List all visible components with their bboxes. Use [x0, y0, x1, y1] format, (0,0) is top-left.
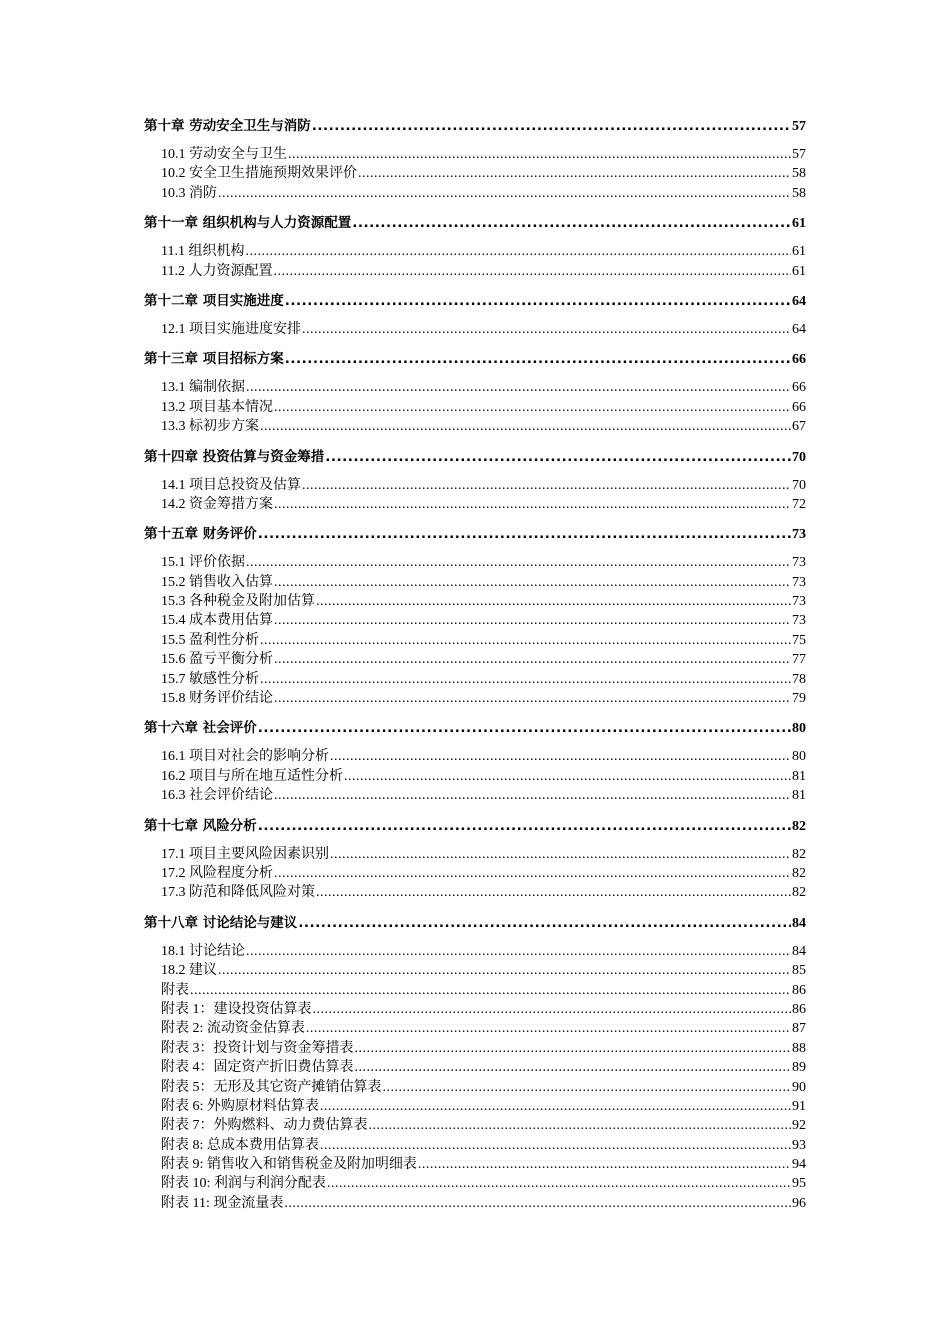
toc-section-entry[interactable]: [144, 1019, 806, 1038]
toc-entry-title: 第十七章 风险分析: [144, 817, 257, 834]
dot-leader: [312, 116, 791, 136]
toc-entry-page-number: 81: [792, 788, 806, 804]
toc-section-entry[interactable]: [144, 1155, 806, 1174]
toc-section-entry[interactable]: [144, 417, 806, 436]
toc-entry-page-number: 84: [792, 915, 806, 931]
toc-entry-page-number: 58: [792, 166, 806, 182]
toc-section-entry[interactable]: [144, 767, 806, 786]
toc-chapter-entry[interactable]: [144, 349, 806, 369]
toc-entry-title: 11.2 人力资源配置: [161, 263, 273, 279]
toc-entry-title: 17.1 项目主要风险因素识别: [161, 846, 329, 862]
toc-section-entry[interactable]: [144, 1097, 806, 1116]
toc-section-entry[interactable]: [144, 1194, 806, 1213]
toc-entry-page-number: 72: [792, 496, 806, 512]
dot-leader: [218, 184, 791, 203]
toc-entry-title: 13.2 项目基本情况: [161, 399, 273, 415]
dot-leader: [260, 417, 791, 436]
toc-section-entry[interactable]: [144, 1174, 806, 1193]
toc-chapter-entry[interactable]: [144, 291, 806, 311]
toc-entry-title: 14.2 资金筹措方案: [161, 496, 273, 512]
toc-entry-page-number: 82: [792, 885, 806, 901]
toc-entry-page-number: 86: [792, 982, 806, 998]
toc-entry-title: 15.5 盈利性分析: [161, 632, 259, 648]
dot-leader: [320, 1136, 791, 1155]
toc-entry-title: 16.2 项目与所在地互适性分析: [161, 768, 343, 784]
dot-leader: [313, 1000, 792, 1019]
toc-entry-title: 附表 4：固定资产折旧费估算表: [161, 1060, 354, 1076]
toc-section-entry[interactable]: [144, 961, 806, 980]
toc-entry-title: 15.4 成本费用估算: [161, 613, 273, 629]
toc-entry-page-number: 88: [792, 1040, 806, 1056]
toc-section-entry[interactable]: [144, 864, 806, 883]
toc-section-entry[interactable]: [144, 320, 806, 339]
toc-entry-page-number: 89: [792, 1060, 806, 1076]
toc-entry-page-number: 75: [792, 632, 806, 648]
toc-entry-page-number: 64: [792, 293, 806, 309]
toc-entry-page-number: 93: [792, 1137, 806, 1153]
toc-entry-page-number: 91: [792, 1098, 806, 1114]
toc-entry-page-number: 80: [792, 721, 806, 737]
toc-entry-title: 第十三章 项目招标方案: [144, 351, 284, 368]
toc-section-entry[interactable]: [144, 495, 806, 514]
toc-entry-title: 第十八章 讨论结论与建议: [144, 914, 298, 931]
toc-entry-title: 第十四章 投资估算与资金筹措: [144, 448, 325, 465]
toc-entry-page-number: 80: [792, 749, 806, 765]
toc-section-entry[interactable]: [144, 184, 806, 203]
toc-section-entry[interactable]: [144, 670, 806, 689]
toc-section-entry[interactable]: [144, 145, 806, 164]
toc-entry-title: 18.2 建议: [161, 963, 217, 979]
toc-entry-title: 11.1 组织机构: [161, 244, 245, 260]
dot-leader: [273, 262, 791, 281]
toc-entry-page-number: 96: [792, 1195, 806, 1211]
toc-chapter-entry[interactable]: [144, 447, 806, 467]
toc-chapter-entry[interactable]: [144, 213, 806, 233]
dot-leader: [288, 145, 791, 164]
toc-entry-title: 16.1 项目对社会的影响分析: [161, 749, 329, 765]
dot-leader: [274, 398, 791, 417]
toc-section-entry[interactable]: [144, 747, 806, 766]
dot-leader: [258, 524, 791, 544]
toc-section-entry[interactable]: [144, 164, 806, 183]
dot-leader: [302, 320, 791, 339]
toc-entry-page-number: 82: [792, 818, 806, 834]
toc-section-entry[interactable]: [144, 689, 806, 708]
toc-section-entry[interactable]: [144, 1116, 806, 1135]
toc-section-entry[interactable]: [144, 1058, 806, 1077]
toc-section-entry[interactable]: [144, 942, 806, 961]
toc-entry-title: 15.3 各种税金及附加估算: [161, 594, 315, 610]
toc-entry-page-number: 78: [792, 671, 806, 687]
dot-leader: [418, 1155, 791, 1174]
toc-section-entry[interactable]: [144, 476, 806, 495]
toc-section-entry[interactable]: [144, 883, 806, 902]
toc-entry-title: 附表 3：投资计划与资金筹措表: [161, 1040, 354, 1056]
toc-entry-page-number: 82: [792, 846, 806, 862]
toc-chapter-entry[interactable]: [144, 524, 806, 544]
toc-entry-title: 附表: [161, 982, 189, 998]
dot-leader: [274, 611, 791, 630]
toc-entry-title: 附表 9: 销售收入和销售税金及附加明细表: [161, 1157, 417, 1173]
dot-leader: [274, 786, 791, 805]
toc-entry-page-number: 82: [792, 865, 806, 881]
toc-entry-title: 15.7 敏感性分析: [161, 671, 259, 687]
toc-entry-page-number: 66: [792, 352, 806, 368]
toc-section-entry[interactable]: [144, 1000, 806, 1019]
toc-entry-page-number: 73: [792, 613, 806, 629]
toc-entry-page-number: 86: [792, 1001, 806, 1017]
toc-section-entry[interactable]: [144, 1078, 806, 1097]
toc-entry-page-number: 87: [792, 1021, 806, 1037]
dot-leader: [369, 1116, 792, 1135]
toc-entry-page-number: 61: [792, 216, 806, 232]
toc-section-entry[interactable]: [144, 786, 806, 805]
toc-entry-page-number: 73: [792, 574, 806, 590]
toc-entry-page-number: 77: [792, 652, 806, 668]
dot-leader: [274, 864, 791, 883]
toc-entry-title: 12.1 项目实施进度安排: [161, 321, 301, 337]
toc-entry-page-number: 64: [792, 321, 806, 337]
toc-entry-page-number: 92: [792, 1118, 806, 1134]
dot-leader: [358, 164, 791, 183]
toc-entry-page-number: 70: [792, 477, 806, 493]
toc-entry-page-number: 57: [792, 119, 806, 134]
toc-section-entry[interactable]: [144, 611, 806, 630]
toc-entry-title: 15.2 销售收入估算: [161, 574, 273, 590]
toc-entry-title: 第十六章 社会评价: [144, 720, 257, 737]
dot-leader: [258, 816, 791, 836]
toc-section-entry[interactable]: [144, 650, 806, 669]
toc-chapter-entry[interactable]: [144, 816, 806, 836]
toc-section-entry[interactable]: [144, 1039, 806, 1058]
dot-leader: [284, 1194, 791, 1213]
toc-entry-page-number: 61: [792, 263, 806, 279]
toc-entry-page-number: 94: [792, 1157, 806, 1173]
toc-entry-title: 17.3 防范和降低风险对策: [161, 885, 315, 901]
dot-leader: [302, 476, 791, 495]
dot-leader: [298, 913, 791, 933]
dot-leader: [274, 689, 791, 708]
toc-entry-title: 附表 10: 利润与利润分配表: [161, 1176, 326, 1192]
dot-leader: [316, 883, 791, 902]
toc-chapter-entry[interactable]: [144, 913, 806, 933]
dot-leader: [260, 670, 791, 689]
toc-entry-page-number: 66: [792, 399, 806, 415]
dot-leader: [383, 1078, 792, 1097]
dot-leader: [190, 981, 791, 1000]
dot-leader: [285, 291, 791, 311]
toc-entry-title: 15.1 评价依据: [161, 555, 245, 571]
toc-section-entry[interactable]: [144, 592, 806, 611]
toc-entry-title: 附表 11: 现金流量表: [161, 1195, 284, 1211]
toc-entry-title: 第十章 劳动安全卫生与消防: [144, 118, 311, 134]
toc-entry-title: 16.3 社会评价结论: [161, 788, 273, 804]
toc-section-entry[interactable]: [144, 1136, 806, 1155]
toc-entry-title: 附表 1：建设投资估算表: [161, 1001, 312, 1017]
toc-entry-title: 15.6 盈亏平衡分析: [161, 652, 273, 668]
toc-chapter-entry[interactable]: [144, 718, 806, 738]
toc-section-entry[interactable]: [144, 573, 806, 592]
dot-leader: [218, 961, 791, 980]
toc-entry-page-number: 84: [792, 943, 806, 959]
toc-entry-title: 14.1 项目总投资及估算: [161, 477, 301, 493]
dot-leader: [246, 378, 791, 397]
toc-section-entry[interactable]: [144, 845, 806, 864]
toc-entry-title: 17.2 风险程度分析: [161, 865, 273, 881]
toc-entry-title: 附表 6: 外购原材料估算表: [161, 1098, 319, 1114]
dot-leader: [316, 592, 791, 611]
toc-entry-page-number: 90: [792, 1079, 806, 1095]
toc-entry-page-number: 73: [792, 527, 806, 543]
dot-leader: [306, 1019, 791, 1038]
dot-leader: [274, 573, 791, 592]
toc-entry-page-number: 73: [792, 555, 806, 571]
dot-leader: [246, 942, 791, 961]
dot-leader: [246, 553, 791, 572]
toc-entry-title: 第十五章 财务评价: [144, 526, 257, 543]
toc-entry-title: 附表 2: 流动资金估算表: [161, 1021, 305, 1037]
dot-leader: [245, 242, 791, 261]
dot-leader: [325, 447, 791, 467]
dot-leader: [285, 349, 791, 369]
dot-leader: [352, 213, 791, 233]
dot-leader: [320, 1097, 791, 1116]
dot-leader: [330, 747, 791, 766]
dot-leader: [258, 718, 791, 738]
toc-entry-page-number: 73: [792, 594, 806, 610]
toc-section-entry[interactable]: [144, 398, 806, 417]
dot-leader: [344, 767, 791, 786]
toc-section-entry[interactable]: [144, 981, 806, 1000]
toc-entry-title: 第十二章 项目实施进度: [144, 292, 284, 309]
toc-entry-page-number: 95: [792, 1176, 806, 1192]
toc-entry-page-number: 58: [792, 185, 806, 201]
toc-section-entry[interactable]: [144, 378, 806, 397]
toc-entry-title: 18.1 讨论结论: [161, 943, 245, 959]
toc-entry-title: 13.3 标初步方案: [161, 419, 259, 435]
dot-leader: [355, 1039, 792, 1058]
toc-entry-title: 10.2 安全卫生措施预期效果评价: [161, 166, 357, 182]
toc-entry-title: 10.3 消防: [161, 185, 217, 201]
dot-leader: [327, 1174, 791, 1193]
toc-section-entry[interactable]: [144, 553, 806, 572]
toc-entry-page-number: 85: [792, 963, 806, 979]
toc-entry-page-number: 79: [792, 691, 806, 707]
toc-entry-page-number: 70: [792, 449, 806, 465]
toc-entry-page-number: 66: [792, 380, 806, 396]
dot-leader: [274, 650, 791, 669]
dot-leader: [330, 845, 791, 864]
toc-entry-title: 附表 8: 总成本费用估算表: [161, 1137, 319, 1153]
dot-leader: [274, 495, 791, 514]
toc-entry-title: 10.1 劳动安全与卫生: [161, 147, 287, 162]
table-of-contents: [144, 116, 806, 1213]
dot-leader: [260, 631, 791, 650]
toc-entry-title: 附表 5：无形及其它资产摊销估算表: [161, 1079, 382, 1095]
toc-entry-page-number: 67: [792, 419, 806, 435]
toc-entry-page-number: 57: [792, 147, 806, 162]
toc-section-entry[interactable]: [144, 631, 806, 650]
toc-entry-title: 第十一章 组织机构与人力资源配置: [144, 215, 352, 232]
toc-entry-title: 13.1 编制依据: [161, 380, 245, 396]
toc-chapter-entry[interactable]: [144, 116, 806, 136]
toc-section-entry[interactable]: [144, 262, 806, 281]
toc-entry-page-number: 81: [792, 768, 806, 784]
toc-entry-title: 附表 7：外购燃料、动力费估算表: [161, 1118, 368, 1134]
toc-entry-page-number: 61: [792, 244, 806, 260]
toc-entry-title: 15.8 财务评价结论: [161, 691, 273, 707]
toc-section-entry[interactable]: [144, 242, 806, 261]
dot-leader: [355, 1058, 792, 1077]
